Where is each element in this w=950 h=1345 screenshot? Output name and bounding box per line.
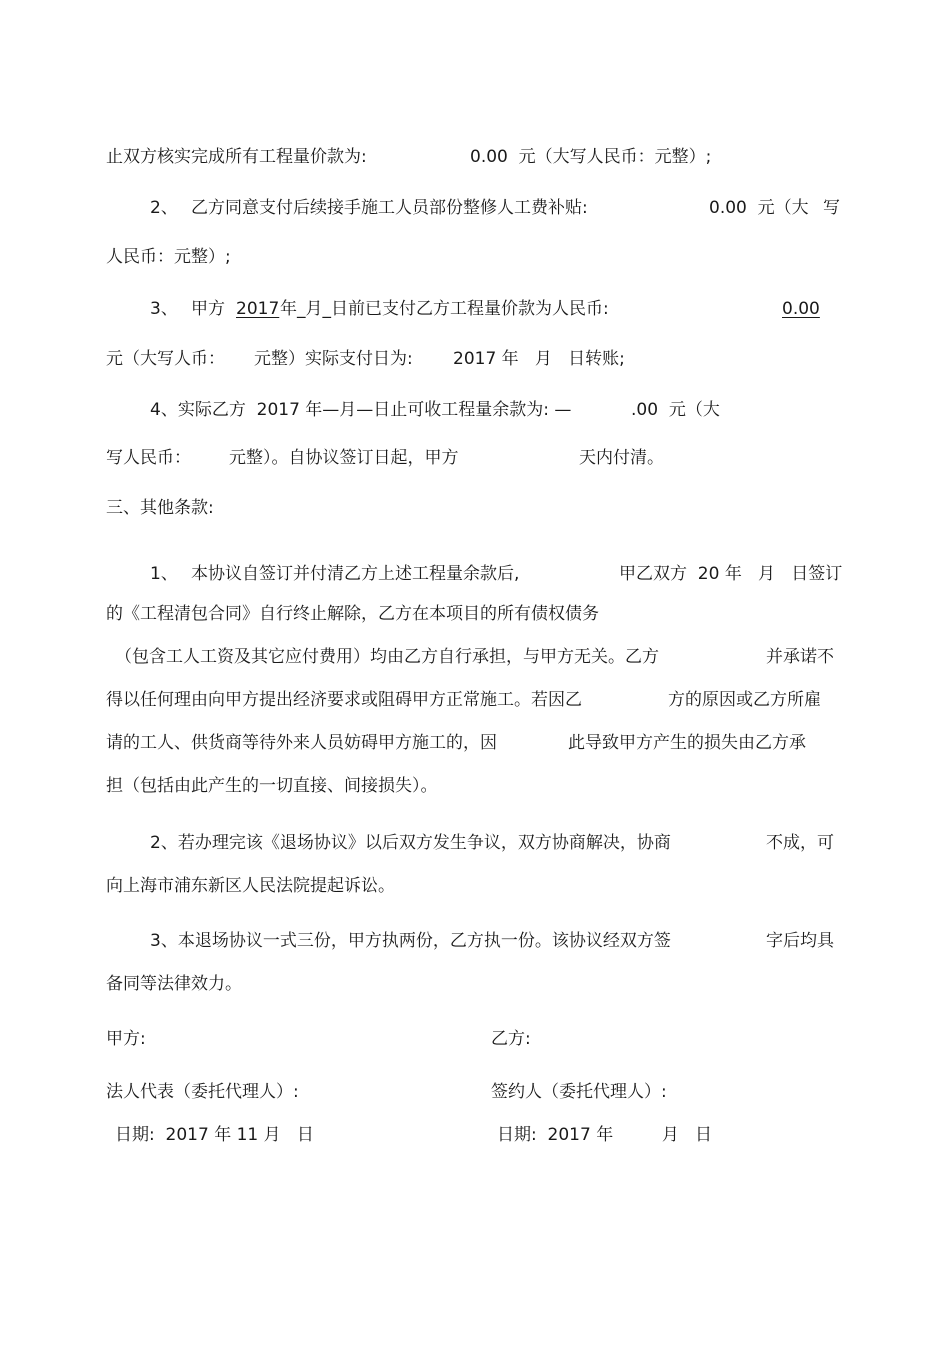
item4-amount: .00 元（大	[631, 400, 720, 420]
item3-amount: 0.00	[782, 299, 820, 319]
item3-line2-c: 2017 年 月 日转账;	[453, 349, 625, 369]
item4-line2-a: 写人民币：	[106, 448, 191, 468]
clause1-line5-a: 请的工人、供货商等待外来人员妨碍甲方施工的，因	[106, 733, 497, 753]
line1-right: 0.00 元（大写人民币：元整）;	[470, 147, 712, 167]
item3-year: 2017	[236, 299, 280, 319]
clause1-text-b: 甲乙双方 20 年 月 日签订	[619, 564, 843, 584]
party-b-label: 乙方:	[491, 1029, 531, 1049]
clause1-text-a: 本协议自签订并付清乙方上述工程量余款后,	[191, 564, 520, 584]
item4-line2-c: 天内付清。	[579, 448, 664, 468]
clause1-line4-a: 得以任何理由向甲方提出经济要求或阻碍甲方正常施工。若因乙	[106, 690, 582, 710]
party-b-date: 日期: 2017 年 月 日	[497, 1125, 713, 1145]
item3-text-a: 甲方	[191, 299, 225, 319]
item3-text-b: 年_月_日前已支付乙方工程量价款为人民币:	[280, 299, 609, 319]
clause2-text-b: 不成，可	[766, 833, 834, 853]
clause1-line4-b: 方的原因或乙方所雇	[668, 690, 821, 710]
clause2-line2: 向上海市浦东新区人民法院提起诉讼。	[106, 876, 395, 896]
item2-label: 2、	[150, 198, 178, 218]
section3-heading: 三、其他条款:	[106, 498, 214, 518]
clause1-line2: 的《工程清包合同》自行终止解除，乙方在本项目的所有债权债务	[106, 604, 599, 624]
clause1-line6: 担（包括由此产生的一切直接、间接损失）。	[106, 776, 438, 796]
clause1-line5-b: 此导致甲方产生的损失由乙方承	[568, 733, 806, 753]
party-a-label: 甲方:	[106, 1029, 146, 1049]
line1-left: 止双方核实完成所有工程量价款为:	[106, 147, 367, 167]
party-b-signatory: 签约人（委托代理人）:	[491, 1082, 667, 1102]
item2-end: 写	[823, 198, 840, 218]
clause1-line3-b: 并承诺不	[766, 647, 834, 667]
clause3-text-a: 3、本退场协议一式三份，甲方执两份，乙方执一份。该协议经双方签	[150, 931, 671, 951]
clause3-text-b: 字后均具	[766, 931, 834, 951]
item4-line2-b: 元整）。自协议签订日起，甲方	[229, 448, 459, 468]
clause2-text-a: 2、若办理完该《退场协议》以后双方发生争议，双方协商解决，协商	[150, 833, 671, 853]
party-a-date: 日期: 2017 年 11 月 日	[115, 1125, 314, 1145]
item3-label: 3、	[150, 299, 178, 319]
item3-line2-a: 元（大写人币：	[106, 349, 225, 369]
item2-line2: 人民币：元整）;	[106, 247, 231, 267]
item4-line1: 4、实际乙方 2017 年—月—日止可收工程量余款为: —	[150, 400, 572, 420]
item2-text: 乙方同意支付后续接手施工人员部份整修人工费补贴:	[191, 198, 588, 218]
item3-line2-b: 元整）实际支付日为:	[254, 349, 413, 369]
party-a-representative: 法人代表（委托代理人）:	[106, 1082, 299, 1102]
clause1-line3-a: （包含工人工资及其它应付费用）均由乙方自行承担，与甲方无关。乙方	[115, 647, 659, 667]
item2-amount: 0.00 元（大	[709, 198, 809, 218]
clause1-label: 1、	[150, 564, 178, 584]
clause3-line2: 备同等法律效力。	[106, 974, 242, 994]
